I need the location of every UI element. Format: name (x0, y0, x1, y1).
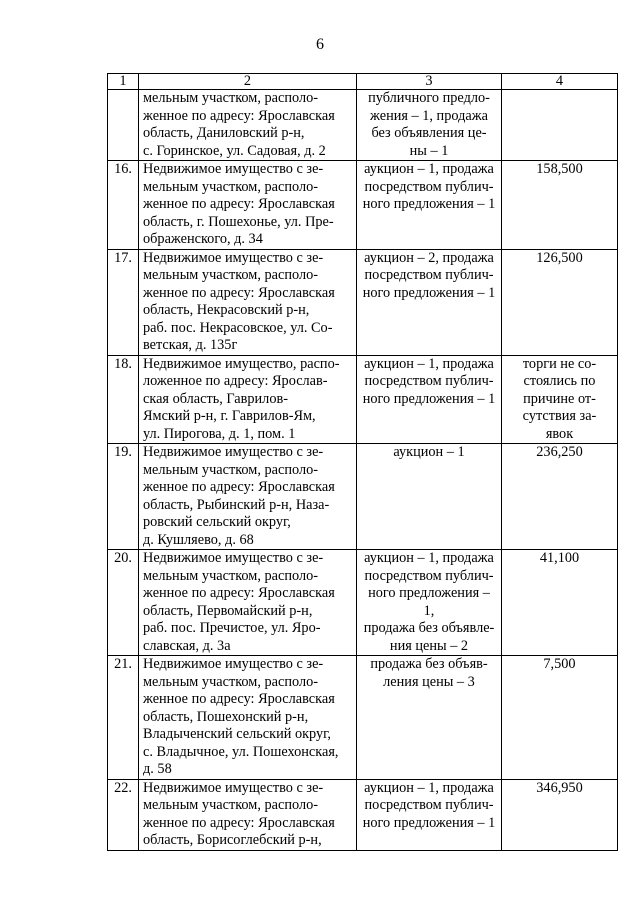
table-row (108, 355, 618, 444)
row-number: 22. (108, 779, 139, 850)
property-table (107, 73, 618, 851)
table-row (108, 779, 618, 850)
sale-method: аукцион – 1, продажа посредством публич- ного предложения – 1 (362, 779, 496, 831)
sale-method: аукцион – 1, продажа посредством публич- ного предложения – 1, продажа без объявле- ния цены – 2 (363, 550, 495, 654)
row-number: 17. (108, 249, 139, 355)
sale-price: 158,500 (536, 161, 583, 177)
table-row (108, 161, 618, 250)
sale-price: 41,100 (539, 550, 580, 566)
table-row (108, 90, 618, 161)
row-number (108, 90, 139, 161)
sale-method: аукцион – 1 (393, 444, 465, 460)
property-description: Недвижимое имущество с зе- мельным участком, располо- женное по адресу: Ярославская область, Пошехонский р-н, Владыченский сельский округ, с. Владычное, ул. Пошехонская, д. 58 (143, 656, 339, 777)
table-row (108, 249, 618, 355)
sale-method: продажа без объяв- ления цены – 3 (370, 656, 488, 690)
sale-method: аукцион – 2, продажа посредством публич- ного предложения – 1 (362, 249, 496, 301)
row-number: 19. (108, 444, 139, 550)
property-description: Недвижимое имущество с зе- мельным участком, располо- женное по адресу: Ярославская область, г. Пошехонье, ул. Пре- ображенского, д. 34 (143, 161, 335, 247)
property-description: Недвижимое имущество, распо- ложенное по адресу: Ярослав- ская область, Гаврилов- Ямский р-н, г. Гаврилов-Ям, ул. Пирогова, д. 1, пом. 1 (143, 355, 340, 442)
property-description: Недвижимое имущество с зе- мельным участком, располо- женное по адресу: Ярославская область, Некрасовский р-н, раб. пос. Некрасовское, ул. Со- ветская, д. 135г (143, 249, 335, 353)
sale-method: аукцион – 1, продажа посредством публич- ного предложения – 1 (362, 161, 496, 212)
sale-price: 346,950 (536, 779, 583, 796)
table-header-row (108, 74, 618, 90)
table-row (108, 550, 618, 656)
sale-price: 236,250 (536, 444, 583, 460)
sale-price: торги не со- стоялись по причине от- сутствия за- явок (522, 355, 597, 442)
column-header-2: 2 (139, 74, 357, 90)
property-description: мельным участком, располо- женное по адресу: Ярославская область, Даниловский р-н, с. Горинское, ул. Садовая, д. 2 (143, 90, 335, 159)
row-number: 20. (108, 550, 139, 656)
page-number: 6 (316, 36, 324, 53)
property-description: Недвижимое имущество с зе- мельным участком, располо- женное по адресу: Ярославская область, Рыбинский р-н, Наза- ровский сельский округ, д. Кушляево, д. 68 (143, 444, 335, 548)
row-number: 21. (108, 656, 139, 780)
row-number: 18. (108, 355, 139, 444)
table-row (108, 656, 618, 780)
sale-price: 126,500 (536, 249, 583, 266)
sale-method: аукцион – 1, продажа посредством публич- ного предложения – 1 (362, 355, 496, 407)
column-header-3: 3 (357, 74, 502, 90)
property-description: Недвижимое имущество с зе- мельным участком, располо- женное по адресу: Ярославская область, Борисоглебский р-н, (143, 779, 335, 848)
column-header-4: 4 (502, 74, 618, 90)
column-header-1: 1 (108, 74, 139, 90)
sale-method: публичного предло- жения – 1, продажа без объявления це- ны – 1 (368, 90, 490, 159)
row-number: 16. (108, 161, 139, 250)
table-row (108, 444, 618, 550)
property-description: Недвижимое имущество с зе- мельным участком, располо- женное по адресу: Ярославская область, Первомайский р-н, раб. пос. Пречистое, ул. Яро- славская, д. 3а (143, 550, 335, 654)
sale-price: 7,500 (543, 656, 576, 672)
